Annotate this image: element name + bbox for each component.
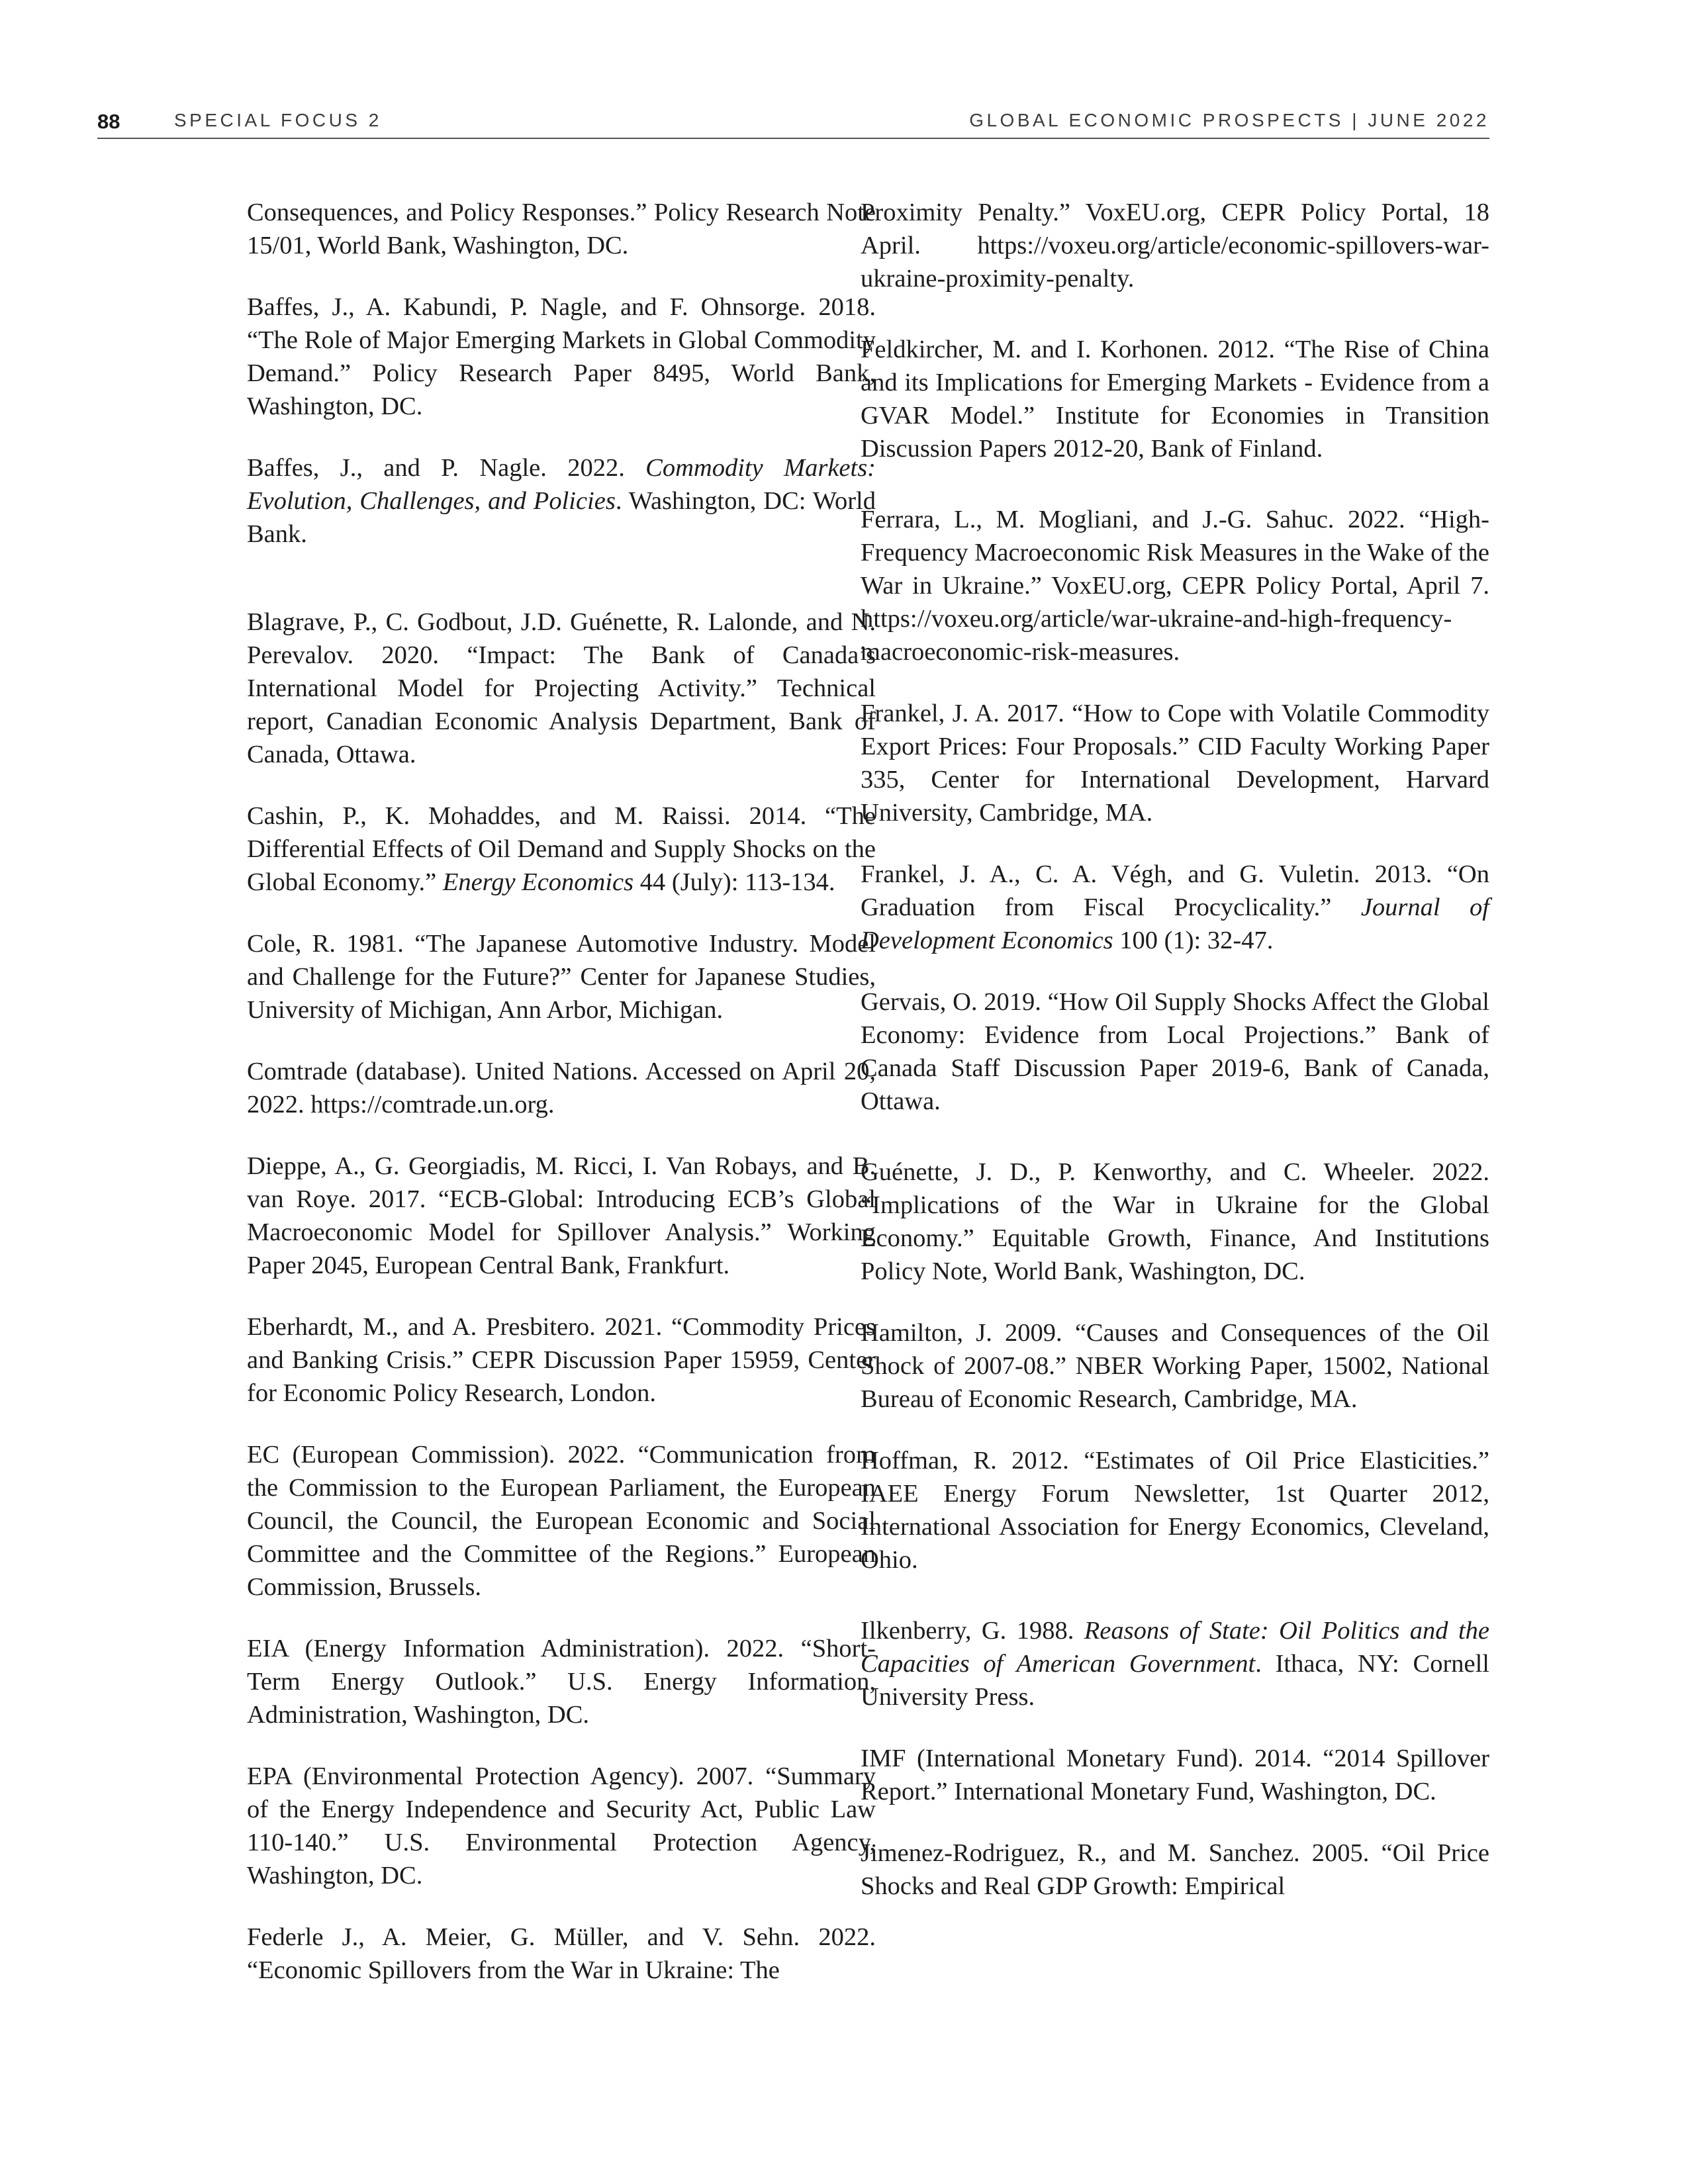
page-header	[97, 106, 1489, 139]
reference-column-right	[861, 196, 1489, 1931]
reference-column-left	[247, 196, 876, 2015]
reference-entry: Baffes, J., A. Kabundi, P. Nagle, and F. Ohnsorge. 2018. “The Role of Major Emerging Markets in Global Commodity Demand.” Policy Research Paper 8495, World Bank, Washington, DC.	[247, 293, 876, 420]
reference-entry: Ilkenberry, G. 1988. Reasons of State: Oil Politics and the Capacities of American Government. Ithaca, NY: Cornell University Press.	[861, 1617, 1489, 1711]
reference-entry: Gervais, O. 2019. “How Oil Supply Shocks Affect the Global Economy: Evidence from Local Projections.” Bank of Canada Staff Discussion Paper 2019-6, Bank of Canada, Ottawa.	[861, 988, 1489, 1115]
reference-entry: IMF (International Monetary Fund). 2014. “2014 Spillover Report.” International Monetary Fund, Washington, DC.	[861, 1745, 1489, 1805]
reference-entry: EIA (Energy Information Administration). 2022. “Short-Term Energy Outlook.” U.S. Energy Information, Administration, Washington, DC.	[247, 1635, 876, 1729]
reference-entry: Ferrara, L., M. Mogliani, and J.-G. Sahuc. 2022. “High-Frequency Macroeconomic Risk Measures in the Wake of the War in Ukraine.” VoxEU.org, CEPR Policy Portal, April 7. https://voxeu.org/article/war-ukraine-and-high-frequency-macroeconomic-risk-measures.	[861, 506, 1489, 666]
reference-entry: Federle J., A. Meier, G. Müller, and V. Sehn. 2022. “Economic Spillovers from the War in Ukraine: The	[247, 1923, 876, 1984]
reference-entry: Proximity Penalty.” VoxEU.org, CEPR Policy Portal, 18 April. https://voxeu.org/article/economic-spillovers-war-ukraine-proximity-penalty.	[861, 199, 1489, 293]
reference-entry: Frankel, J. A. 2017. “How to Cope with Volatile Commodity Export Prices: Four Proposals.” CID Faculty Working Paper 335, Center for International Development, Harvard University, Cambridge, MA.	[861, 700, 1489, 827]
reference-entry: Hamilton, J. 2009. “Causes and Consequences of the Oil Shock of 2007-08.” NBER Working Paper, 15002, National Bureau of Economic Research, Cambridge, MA.	[861, 1319, 1489, 1413]
header-rule	[97, 138, 1489, 139]
reference-entry: Cashin, P., K. Mohaddes, and M. Raissi. 2014. “The Differential Effects of Oil Demand and Supply Shocks on the Global Economy.” Energy Economics 44 (July): 113-134.	[247, 802, 876, 896]
reference-entry: Consequences, and Policy Responses.” Policy Research Note 15/01, World Bank, Washington, DC.	[247, 199, 876, 259]
reference-entry: Baffes, J., and P. Nagle. 2022. Commodity Markets: Evolution, Challenges, and Policies. Washington, DC: World Bank.	[247, 454, 876, 548]
section-label: SPECIAL FOCUS 2	[174, 110, 382, 130]
reference-entry: Feldkircher, M. and I. Korhonen. 2012. “The Rise of China and its Implications for Emerging Markets - Evidence from a GVAR Model.” Institute for Economies in Transition Discussion Papers 2012-20, Bank of Finland.	[861, 336, 1489, 463]
reference-entry: Blagrave, P., C. Godbout, J.D. Guénette, R. Lalonde, and N. Perevalov. 2020. “Impact: The Bank of Canada’s International Model for Projecting Activity.” Technical report, Canadian Economic Analysis Department, Bank of Canada, Ottawa.	[247, 608, 876, 768]
reference-entry: EPA (Environmental Protection Agency). 2007. “Summary of the Energy Independence and Security Act, Public Law 110-140.” U.S. Environmental Protection Agency, Washington, DC.	[247, 1762, 876, 1889]
reference-entry: Eberhardt, M., and A. Presbitero. 2021. “Commodity Prices and Banking Crisis.” CEPR Discussion Paper 15959, Center for Economic Policy Research, London.	[247, 1313, 876, 1407]
reference-entry: Dieppe, A., G. Georgiadis, M. Ricci, I. Van Robays, and B. van Roye. 2017. “ECB-Global: Introducing ECB’s Global Macroeconomic Model for Spillover Analysis.” Working Paper 2045, European Central Bank, Frankfurt.	[247, 1152, 876, 1279]
page-number: 88	[97, 110, 120, 133]
reference-entry: Hoffman, R. 2012. “Estimates of Oil Price Elasticities.” IAEE Energy Forum Newsletter, 1st Quarter 2012, International Association for Energy Economics, Cleveland, Ohio.	[861, 1447, 1489, 1574]
reference-entry: Jimenez-Rodriguez, R., and M. Sanchez. 2005. “Oil Price Shocks and Real GDP Growth: Empirical	[861, 1839, 1489, 1900]
reference-entry: Cole, R. 1981. “The Japanese Automotive Industry. Model and Challenge for the Future?” Center for Japanese Studies, University of Michigan, Ann Arbor, Michigan.	[247, 930, 876, 1024]
reference-entry: Guénette, J. D., P. Kenworthy, and C. Wheeler. 2022. “Implications of the War in Ukraine for the Global Economy.” Equitable Growth, Finance, And Institutions Policy Note, World Bank, Washington, DC.	[861, 1158, 1489, 1285]
report-title: GLOBAL ECONOMIC PROSPECTS | JUNE 2022	[969, 110, 1489, 130]
reference-entry: Frankel, J. A., C. A. Végh, and G. Vuletin. 2013. “On Graduation from Fiscal Procyclicality.” Journal of Development Economics 100 (1): 32-47.	[861, 860, 1489, 954]
reference-entry: EC (European Commission). 2022. “Communication from the Commission to the European Parliament, the European Council, the Council, the European Economic and Social Committee and the Committee of the Regions.” European Commission, Brussels.	[247, 1441, 876, 1601]
reference-entry: Comtrade (database). United Nations. Accessed on April 20, 2022. https://comtrade.un.org.	[247, 1058, 876, 1118]
